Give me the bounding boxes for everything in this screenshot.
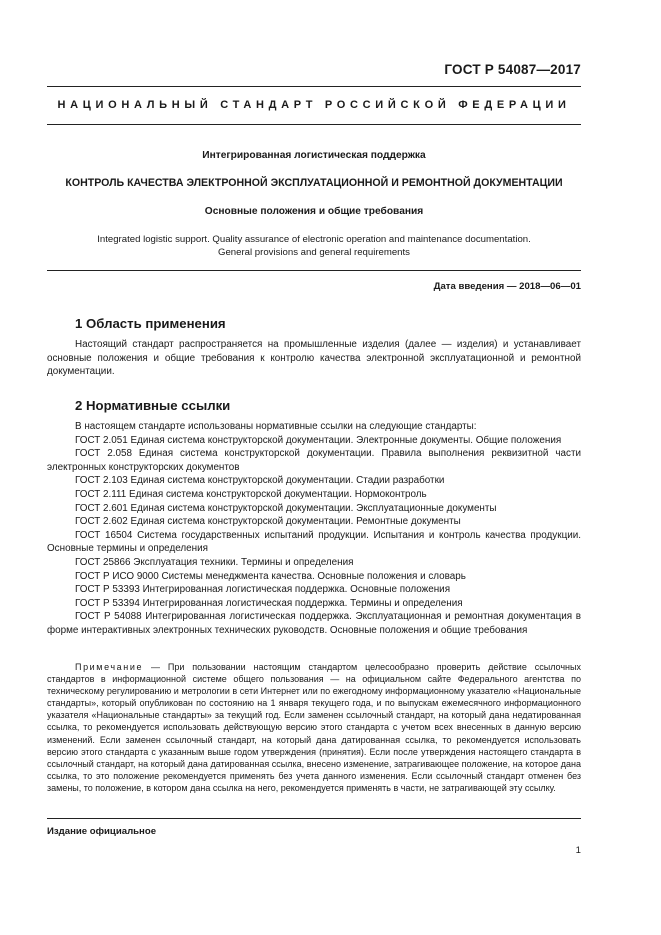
subtitle2-ru: Основные положения и общие требования — [204, 206, 424, 217]
reference-item: ГОСТ Р 54088 Интегрированная логистическая поддержка. Эксплуатационная и ремонтная документация в форме интерактивных электронных технических руководств. Основные положения и общие требования — [47, 611, 581, 636]
reference-item: ГОСТ 2.051 Единая система конструкторской документации. Электронные документы. Общие положения — [75, 434, 562, 446]
page-number: 1 — [575, 845, 581, 856]
reference-item: ГОСТ 2.601 Единая система конструкторской документации. Эксплуатационные документы — [75, 502, 497, 514]
reference-item: ГОСТ 16504 Система государственных испытаний продукции. Испытания и контроль качества продукции. Основные термины и определения — [47, 529, 581, 555]
edition-label: Издание официальное — [47, 826, 157, 837]
reference-item: ГОСТ 2.058 Единая система конструкторской документации. Правила выполнения реквизитной части электронных конструкторских документов — [47, 448, 581, 473]
reference-item: ГОСТ 2.111 Единая система конструкторской документации. Нормоконтроль — [75, 488, 427, 500]
reference-intro: В настоящем стандарте использованы нормативные ссылки на следующие стандарты: — [75, 421, 477, 432]
reference-item: ГОСТ 2.602 Единая система конструкторской документации. Ремонтные документы — [75, 516, 461, 528]
reference-item: ГОСТ Р ИСО 9000 Системы менеджмента качества. Основные положения и словарь — [75, 570, 466, 582]
subtitle-ru: Интегрированная логистическая поддержка — [202, 150, 426, 161]
title-ru: КОНТРОЛЬ КАЧЕСТВА ЭЛЕКТРОННОЙ ЭКСПЛУАТАЦИОННОЙ И РЕМОНТНОЙ ДОКУМЕНТАЦИИ — [65, 177, 563, 189]
footer-divider — [47, 818, 581, 819]
note-text: — При пользовании настоящим стандартом целесообразно проверить действие ссылочных стандартов в информационной системе общего пользования — на официальном сайте Федерального агентства по техническому регулированию и метрологии в сети Интернет или по ежегодному информационному указателю «Национальные стандарты», который опубликован по состоянию на 1 января текущего года, и по выпускам ежемесячного информационного указателя «Национальные стандарты» за текущий год. Если заменен ссылочный стандарт, на который дана недатированная ссылка, то рекомендуется использовать действующую версию этого стандарта с учетом всех внесенных в данную версию изменений. Если заменен ссылочный стандарт, на который дана датированная ссылка, то рекомендуется использовать версию этого стандарта с указанным выше годом утверждения (принятия). Если после утверждения настоящего стандарта в ссылочный стандарт, на который дана датированная ссылка, внесено изменение, затрагивающее положение, на которое дана ссылка, то это положение рекомендуется применять без учета данного изменения. Если ссылочный стандарт отменен без замены, то положение, в котором дана ссылка на него, рекомендуется применять в части, не затрагивающей эту ссылку. — [47, 662, 581, 793]
national-standard-heading: НАЦИОНАЛЬНЫЙ СТАНДАРТ РОССИЙСКОЙ ФЕДЕРАЦИИ — [57, 99, 571, 111]
title-en-line2: General provisions and general requirements — [218, 247, 410, 258]
reference-item: ГОСТ Р 53394 Интегрированная логистическая поддержка. Термины и определения — [75, 597, 463, 609]
section1-heading: 1 Область применения — [75, 316, 226, 331]
header-divider-bottom — [47, 124, 581, 125]
title-en-line1: Integrated logistic support. Quality assurance of electronic operation and maintenance documentation. — [97, 234, 531, 245]
title-en — [47, 233, 581, 259]
section2-heading: 2 Нормативные ссылки — [75, 398, 231, 413]
section1-text: Настоящий стандарт распространяется на промышленные изделия (далее — изделия) и устанавливает основные положения и общие требования к контролю качества электронной эксплуатационной и ремонтной документации. — [47, 339, 581, 378]
standard-number: ГОСТ Р 54087—2017 — [444, 62, 581, 77]
introduction-date: Дата введения — 2018—06—01 — [433, 281, 581, 292]
title-divider — [47, 270, 581, 271]
normative-references-list — [47, 420, 581, 638]
references-note — [47, 661, 581, 794]
header-divider-top — [47, 86, 581, 87]
reference-item: ГОСТ Р 53393 Интегрированная логистическая поддержка. Основные положения — [75, 584, 451, 596]
note-label: Примечание — [75, 662, 144, 672]
reference-item: ГОСТ 2.103 Единая система конструкторской документации. Стадии разработки — [75, 475, 445, 487]
reference-item: ГОСТ 25866 Эксплуатация техники. Термины и определения — [75, 556, 354, 568]
